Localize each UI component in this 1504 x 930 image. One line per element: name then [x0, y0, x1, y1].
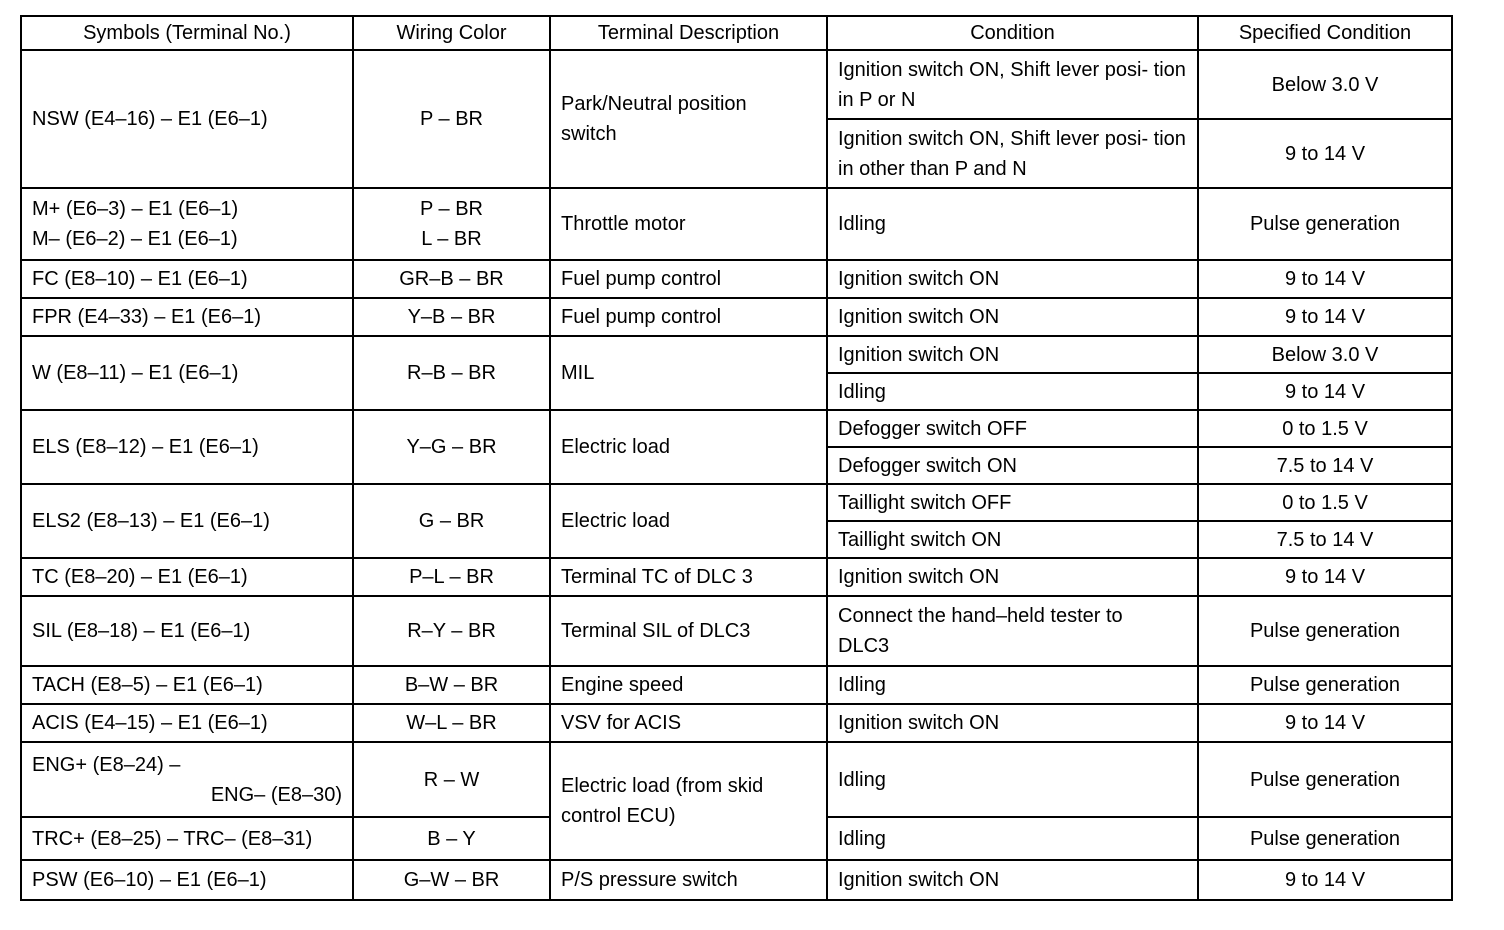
symbol-cell: NSW (E4–16) – E1 (E6–1): [21, 50, 353, 188]
condition-cell: Ignition switch ON: [827, 860, 1198, 900]
spec-cell: 0 to 1.5 V: [1198, 410, 1452, 447]
condition-cell: Idling: [827, 373, 1198, 410]
spec-cell: Pulse generation: [1198, 188, 1452, 260]
spec-cell: 7.5 to 14 V: [1198, 447, 1452, 484]
spec-cell: 9 to 14 V: [1198, 298, 1452, 336]
symbol-cell: TC (E8–20) – E1 (E6–1): [21, 558, 353, 596]
symbol-line: M+ (E6–3) – E1 (E6–1): [32, 198, 239, 220]
table-row: [21, 484, 1452, 521]
wiring-line: P – BR: [420, 198, 483, 220]
wiring-cell: [353, 188, 550, 260]
header-row: [21, 16, 1452, 50]
symbol-cell: W (E8–11) – E1 (E6–1): [21, 336, 353, 410]
table-row: [21, 50, 1452, 119]
symbol-line: ENG+ (E8–24) –: [32, 753, 181, 776]
wiring-cell: B – Y: [353, 817, 550, 860]
symbol-cell: TACH (E8–5) – E1 (E6–1): [21, 666, 353, 704]
condition-cell: Ignition switch ON: [827, 336, 1198, 373]
description-cell: Throttle motor: [550, 188, 827, 260]
symbol-cell: ELS2 (E8–13) – E1 (E6–1): [21, 484, 353, 558]
wiring-cell: R – W: [353, 742, 550, 817]
table-row: [21, 336, 1452, 373]
spec-cell: Below 3.0 V: [1198, 336, 1452, 373]
condition-cell: Idling: [827, 817, 1198, 860]
wiring-cell: Y–G – BR: [353, 410, 550, 484]
header-symbols: Symbols (Terminal No.): [21, 16, 353, 50]
description-cell: Fuel pump control: [550, 260, 827, 298]
spec-cell: Pulse generation: [1198, 817, 1452, 860]
spec-cell: 9 to 14 V: [1198, 860, 1452, 900]
wiring-cell: GR–B – BR: [353, 260, 550, 298]
condition-cell: Ignition switch ON, Shift lever posi- tion in other than P and N: [827, 119, 1198, 188]
header-wiring-color: Wiring Color: [353, 16, 550, 50]
table-row: [21, 704, 1452, 742]
symbol-cell: SIL (E8–18) – E1 (E6–1): [21, 596, 353, 666]
symbol-cell: [21, 742, 353, 817]
description-cell: Terminal SIL of DLC3: [550, 596, 827, 666]
spec-cell: Pulse generation: [1198, 596, 1452, 666]
spec-cell: 7.5 to 14 V: [1198, 521, 1452, 558]
description-cell: P/S pressure switch: [550, 860, 827, 900]
condition-cell: Connect the hand–held tester to DLC3: [827, 596, 1198, 666]
wiring-cell: W–L – BR: [353, 704, 550, 742]
wiring-cell: G – BR: [353, 484, 550, 558]
condition-cell: Taillight switch OFF: [827, 484, 1198, 521]
condition-cell: Idling: [827, 666, 1198, 704]
symbol-line: ENG– (E8–30): [210, 783, 342, 806]
wiring-cell: R–Y – BR: [353, 596, 550, 666]
table-row: [21, 596, 1452, 666]
condition-cell: Defogger switch OFF: [827, 410, 1198, 447]
table-row: [21, 410, 1452, 447]
wiring-cell: R–B – BR: [353, 336, 550, 410]
wiring-cell: P – BR: [353, 50, 550, 188]
description-cell: MIL: [550, 336, 827, 410]
table-row: [21, 298, 1452, 336]
table-row: [21, 188, 1452, 260]
spec-cell: 9 to 14 V: [1198, 119, 1452, 188]
table-row: [21, 260, 1452, 298]
wiring-cell: Y–B – BR: [353, 298, 550, 336]
condition-cell: Defogger switch ON: [827, 447, 1198, 484]
description-cell: Terminal TC of DLC 3: [550, 558, 827, 596]
spec-cell: 9 to 14 V: [1198, 260, 1452, 298]
description-cell: Electric load: [550, 410, 827, 484]
condition-cell: Ignition switch ON, Shift lever posi- tion in P or N: [827, 50, 1198, 119]
header-terminal-description: Terminal Description: [550, 16, 827, 50]
condition-cell: Ignition switch ON: [827, 260, 1198, 298]
header-condition: Condition: [827, 16, 1198, 50]
table-row: [21, 558, 1452, 596]
condition-cell: Idling: [827, 188, 1198, 260]
header-specified-condition: Specified Condition: [1198, 16, 1452, 50]
condition-cell: Ignition switch ON: [827, 298, 1198, 336]
description-cell: Fuel pump control: [550, 298, 827, 336]
symbol-cell: PSW (E6–10) – E1 (E6–1): [21, 860, 353, 900]
spec-cell: 9 to 14 V: [1198, 373, 1452, 410]
symbol-cell: FC (E8–10) – E1 (E6–1): [21, 260, 353, 298]
condition-cell: Idling: [827, 742, 1198, 817]
symbol-line: M– (E6–2) – E1 (E6–1): [32, 228, 238, 250]
condition-cell: Ignition switch ON: [827, 558, 1198, 596]
table-row: [21, 666, 1452, 704]
table-row: [21, 742, 1452, 817]
description-cell: VSV for ACIS: [550, 704, 827, 742]
spec-cell: 0 to 1.5 V: [1198, 484, 1452, 521]
condition-cell: Ignition switch ON: [827, 704, 1198, 742]
wiring-cell: G–W – BR: [353, 860, 550, 900]
wiring-line: L – BR: [421, 228, 482, 250]
symbol-cell: FPR (E4–33) – E1 (E6–1): [21, 298, 353, 336]
spec-cell: 9 to 14 V: [1198, 704, 1452, 742]
terminal-spec-table: [20, 15, 1453, 901]
description-cell: Electric load (from skid control ECU): [550, 742, 827, 860]
description-cell: Engine speed: [550, 666, 827, 704]
symbol-cell: ELS (E8–12) – E1 (E6–1): [21, 410, 353, 484]
wiring-cell: B–W – BR: [353, 666, 550, 704]
description-cell: Electric load: [550, 484, 827, 558]
spec-cell: Pulse generation: [1198, 742, 1452, 817]
spec-cell: Pulse generation: [1198, 666, 1452, 704]
condition-cell: Taillight switch ON: [827, 521, 1198, 558]
symbol-cell: TRC+ (E8–25) – TRC– (E8–31): [21, 817, 353, 860]
table-row: [21, 860, 1452, 900]
symbol-cell: [21, 188, 353, 260]
symbol-cell: ACIS (E4–15) – E1 (E6–1): [21, 704, 353, 742]
spec-cell: Below 3.0 V: [1198, 50, 1452, 119]
spec-cell: 9 to 14 V: [1198, 558, 1452, 596]
wiring-cell: P–L – BR: [353, 558, 550, 596]
description-cell: Park/Neutral position switch: [550, 50, 827, 188]
